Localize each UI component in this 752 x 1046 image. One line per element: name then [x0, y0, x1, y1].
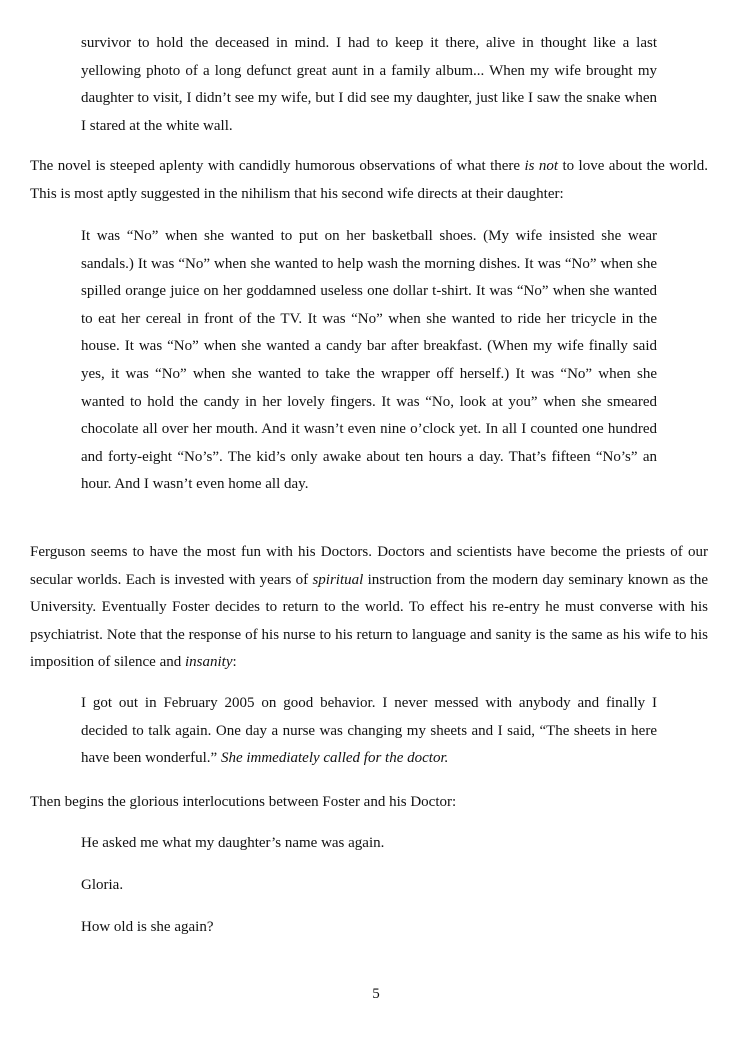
body-paragraph-2-emphasis-2: insanity: [184, 654, 233, 671]
block-quote-2-text: It was “No” when she wanted to put on her basketball shoes. (My wife insisted she wear sandals.) It was “No” when she wanted to help wash the morning dishes. It was “No” when she spilled orange juice on her goddamned useless one dollar t-shirt. It was “No” when she wanted to eat her cereal in front of the TV. It was “No” when she wanted to ride her tricycle in the house. It was “No” when she wanted a candy bar after breakfast. (When my wife finally said yes, it was “No” when she wanted to take the wrapper off herself.) It was “No” when she wanted to hold the candy in her lovely fingers. It was “No, look at you” when she smeared chocolate all over her mouth. And it wasn’t even nine o’clock yet. In all I counted one hundred and forty-eight “No’s”. The kid’s only awake about ten hours a day. That’s fifteen “No’s” an hour. And I wasn’t even home all day.: [81, 228, 657, 493]
body-paragraph-1-emphasis: is not: [524, 158, 559, 174]
dialogue-line-2: Gloria.: [81, 877, 124, 893]
dialogue-line-3: How old is she again?: [81, 919, 214, 935]
block-quote-2: [81, 223, 657, 499]
block-quote-1: [81, 30, 657, 140]
body-paragraph-1: [30, 153, 708, 208]
body-paragraph-2-text-b: instruction from the modern day seminary known as the University. Eventually Foster decides to return to the world. To effect his re-entry he must converse with his psychiatrist. Note that the response of his nurse to his return to language and sanity is the same as his wife to his imposition of silence and: [30, 571, 708, 671]
body-paragraph-2-text-c: :: [232, 654, 237, 671]
block-quote-1-text: survivor to hold the deceased in mind. I had to keep it there, alive in thought like a last yellowing photo of a long defunct great aunt in a family album... When my wife brought my daughter to visit, I didn’t see my wife, but I did see my daughter, just like I saw the snake when I stared at the white wall.: [81, 35, 657, 134]
block-quote-3-emphasis: She immediately called for the doctor.: [220, 750, 449, 767]
body-paragraph-1-text-a: The novel is steeped aplenty with candidly humorous observations of what there: [30, 158, 525, 174]
block-quote-3-text-a: I got out in February 2005 on good behavior. I never messed with anybody and finally I decided to talk again. One day a nurse was changing my sheets and I said, “The sheets in here have been wonderful.”: [81, 695, 657, 767]
block-quote-3-text: [81, 690, 657, 773]
dialogue-line-1: He asked me what my daughter’s name was again.: [81, 835, 385, 851]
block-quote-3: [81, 690, 657, 773]
body-paragraph-2-text-a: Ferguson seems to have the most fun with his Doctors. Doctors and scientists have become the priests of our secular worlds. Each is invested with years of: [30, 544, 708, 588]
body-paragraph-3: Then begins the glorious interlocutions between Foster and his Doctor:: [30, 794, 457, 810]
body-paragraph-2-emphasis-1: spiritual: [312, 571, 364, 588]
body-paragraph-1-text-b: to love about the world. This is most aptly suggested in the nihilism that his second wife directs at their daughter:: [30, 158, 708, 202]
page-number: 5: [372, 986, 380, 1002]
body-paragraph-2: [30, 539, 708, 677]
